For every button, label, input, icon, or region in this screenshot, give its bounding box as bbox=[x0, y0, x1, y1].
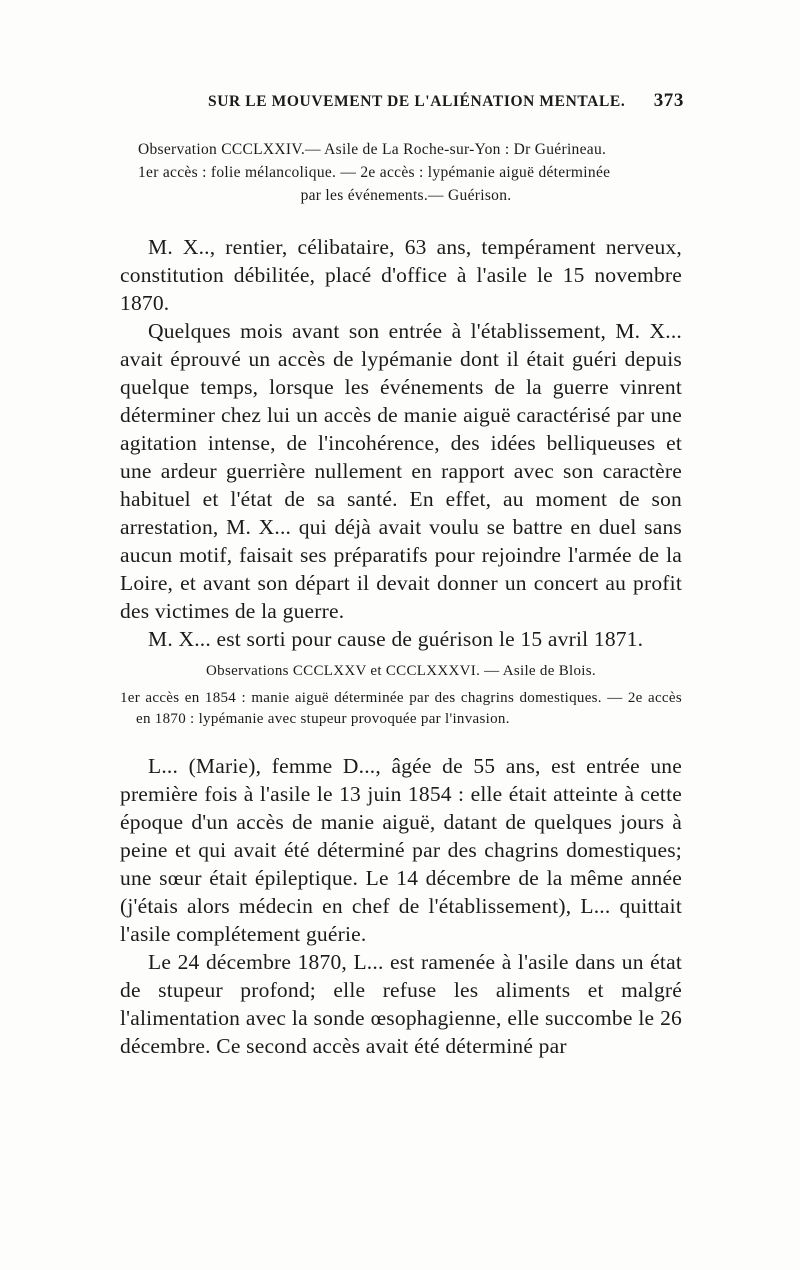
paragraph-patient-intro: M. X.., rentier, célibataire, 63 ans, tempérament nerveux, constitution débilitée, placé d'office à l'asile le 15 novembre 1870. bbox=[120, 235, 682, 315]
observations-heading-detail: 1er accès en 1854 : manie aiguë déterminée par des chagrins domestiques. — 2e accès en 1870 : lypémanie avec stupeur provoquée par l'invasion. bbox=[120, 690, 682, 727]
observation-heading-line-3: par les événements.— Guérison. bbox=[300, 187, 512, 204]
observations-heading-title: Observations CCCLXXV et CCCLXXXVI. — Asile de Blois. bbox=[206, 663, 596, 679]
observation-heading bbox=[138, 138, 682, 207]
running-head bbox=[208, 90, 682, 112]
paragraph-second-admission: Le 24 décembre 1870, L... est ramenée à l'asile dans un état de stupeur profond; elle refuse les aliments et malgré l'alimentation avec la sonde œsophagienne, elle succombe le 26 décembre. Ce second accès avait été déterminé par bbox=[120, 950, 682, 1058]
observations-heading-detail-wrap bbox=[120, 688, 682, 730]
observation-heading-line-2: 1er accès : folie mélancolique. — 2e accès : lypémanie aiguë déterminée bbox=[138, 164, 611, 181]
paragraph-discharge: M. X... est sorti pour cause de guérison le 15 avril 1871. bbox=[148, 627, 644, 651]
page-number: 373 bbox=[653, 90, 684, 111]
observations-heading bbox=[120, 661, 682, 730]
running-head-title: SUR LE MOUVEMENT DE L'ALIÉNATION MENTALE. bbox=[208, 93, 626, 110]
observation-heading-line-1: Observation CCCLXXIV.— Asile de La Roche-sur-Yon : Dr Guérineau. bbox=[138, 141, 607, 158]
paragraph-first-admission: L... (Marie), femme D..., âgée de 55 ans, est entrée une première fois à l'asile le 13 juin 1854 : elle était atteinte à cette époque d'un accès de manie aiguë, datant de quelques jours à peine et qui avait été déterminé par des chagrins domestiques; une sœur était épileptique. Le 14 décembre de la même année (j'étais alors médecin en chef de l'établissement), L... quittait l'asile complétement guérie. bbox=[120, 754, 682, 946]
book-page bbox=[120, 90, 682, 1060]
paragraph-history: Quelques mois avant son entrée à l'établissement, M. X... avait éprouvé un accès de lypémanie dont il était guéri depuis quelque temps, lorsque les événements de la guerre vinrent déterminer chez lui un accès de manie aiguë caractérisé par une agitation intense, de l'incohérence, des idées belliqueuses et une ardeur guerrière nullement en rapport avec son caractère habituel et l'état de sa santé. En effet, au moment de son arrestation, M. X... qui déjà avait voulu se battre en duel sans aucun motif, faisait ses préparatifs pour rejoindre l'armée de la Loire, et avant son départ il devait donner un concert au profit des victimes de la guerre. bbox=[120, 319, 682, 623]
